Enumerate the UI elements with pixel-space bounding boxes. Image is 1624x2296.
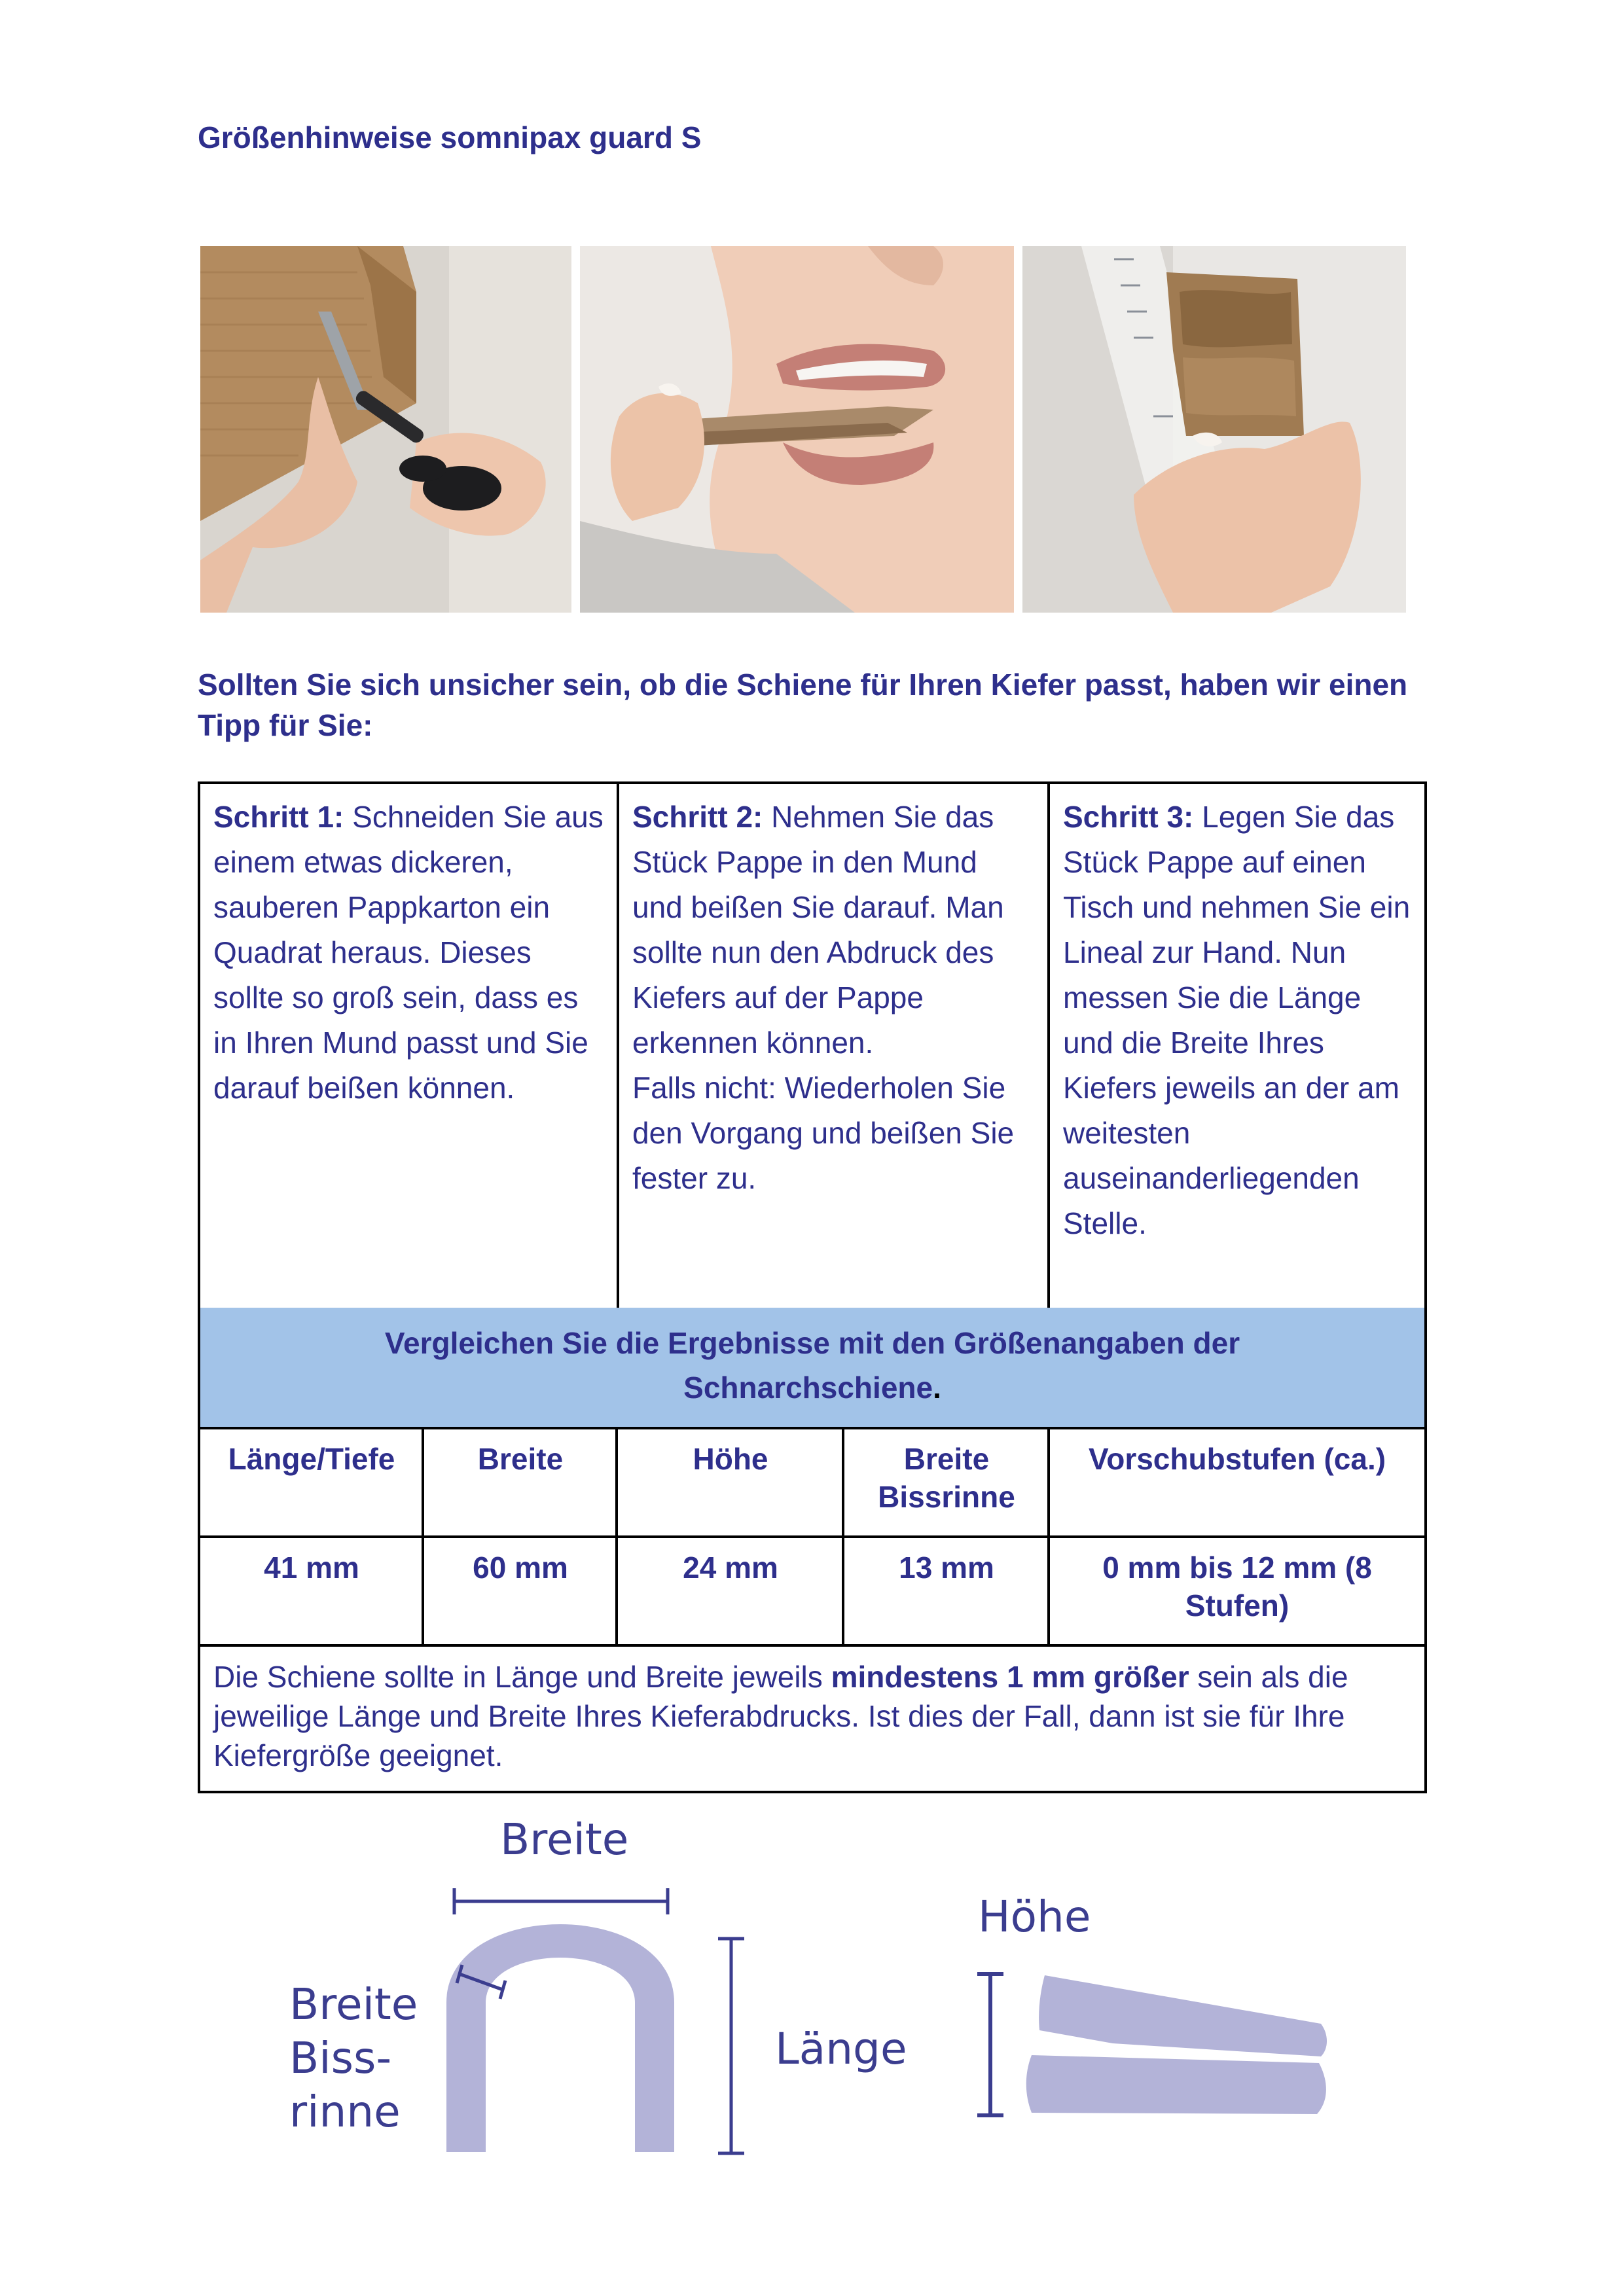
value-breite-bissrinne: 13 mm <box>842 1535 1049 1647</box>
value-vorschubstufen: 0 mm bis 12 mm (8 Stufen) <box>1047 1535 1427 1647</box>
step-1-cell <box>198 781 618 1310</box>
label-breite-bissrinne-3: rinne <box>289 2087 401 2137</box>
compare-banner <box>198 1308 1427 1429</box>
photo-cutting-cardboard <box>200 246 571 613</box>
laenge-bracket <box>718 1939 744 2153</box>
dimension-diagram <box>0 1793 1624 2199</box>
header-vorschubstufen: Vorschubstufen (ca.) <box>1047 1427 1427 1538</box>
value-laenge: 41 mm <box>198 1535 423 1647</box>
header-breite: Breite <box>422 1427 617 1538</box>
value-breite: 60 mm <box>422 1535 617 1647</box>
step-3-text: Legen Sie das Stück Pappe auf einen Tisch und nehmen Sie ein Lineal zur Hand. Nun messen Sie die Länge und die Breite Ihres Kiefers jeweils an der am weitesten auseinanderliegenden Stelle. <box>1063 800 1411 1240</box>
splint-top-view <box>446 1924 674 2152</box>
photo-measuring-ruler-image <box>1022 246 1406 613</box>
step-3-label: Schritt 3: <box>1063 800 1194 834</box>
breite-bracket <box>454 1888 668 1914</box>
compare-dot: . <box>933 1371 941 1405</box>
value-hoehe: 24 mm <box>615 1535 843 1647</box>
step-2-cell <box>617 781 1049 1310</box>
note-bold: mindestens 1 mm größer <box>831 1660 1189 1694</box>
step-2-text-2: Falls nicht: Wiederholen Sie den Vorgang und beißen Sie fester zu. <box>632 1071 1015 1195</box>
header-hoehe: Höhe <box>615 1427 843 1538</box>
compare-text: Vergleichen Sie die Ergebnisse mit den Größenangaben der Schnarchschiene <box>384 1326 1240 1405</box>
page-title: Größenhinweise somnipax guard S <box>198 120 702 154</box>
header-breite-bissrinne: Breite Bissrinne <box>842 1427 1049 1538</box>
step-2-text: Nehmen Sie das Stück Pappe in den Mund und beißen Sie darauf. Man sollte nun den Abdruck des Kiefers auf der Pappe erkennen können. <box>632 800 1004 1060</box>
header-laenge: Länge/Tiefe <box>198 1427 423 1538</box>
photo-measuring-ruler <box>1022 246 1406 613</box>
size-note <box>198 1644 1427 1793</box>
splint-side-view-bottom <box>1026 2055 1326 2114</box>
dimension-diagram-svg <box>0 1793 1624 2199</box>
label-breite-bissrinne-2: Biss- <box>289 2033 392 2083</box>
label-laenge: Länge <box>775 2024 907 2074</box>
photo-cutting-cardboard-image <box>200 246 571 613</box>
splint-side-view-top <box>1039 1975 1327 2056</box>
photo-biting-cardboard <box>580 246 1014 613</box>
step-1-label: Schritt 1: <box>213 800 344 834</box>
label-hoehe: Höhe <box>978 1892 1091 1942</box>
label-breite-bissrinne-1: Breite <box>289 1979 418 2030</box>
hoehe-bracket <box>977 1974 1003 2115</box>
label-breite: Breite <box>500 1814 629 1865</box>
intro-text: Sollten Sie sich unsicher sein, ob die Schiene für Ihren Kiefer passt, haben wir einen Tipp für Sie: <box>198 668 1408 742</box>
note-before: Die Schiene sollte in Länge und Breite jeweils <box>213 1660 831 1694</box>
step-2-label: Schritt 2: <box>632 800 763 834</box>
photo-biting-cardboard-image <box>580 246 1014 613</box>
note-after: sein als die jeweilige Länge und Breite Ihres Kieferabdrucks. Ist dies der Fall, dann ist sie für Ihre Kiefergröße geeignet. <box>213 1660 1348 1772</box>
step-3-cell <box>1047 781 1427 1310</box>
step-1-text: Schneiden Sie aus einem etwas dickeren, sauberen Pappkarton ein Quadrat heraus. Dieses sollte so groß sein, dass es in Ihren Mund passt und Sie darauf beißen können. <box>213 800 604 1105</box>
